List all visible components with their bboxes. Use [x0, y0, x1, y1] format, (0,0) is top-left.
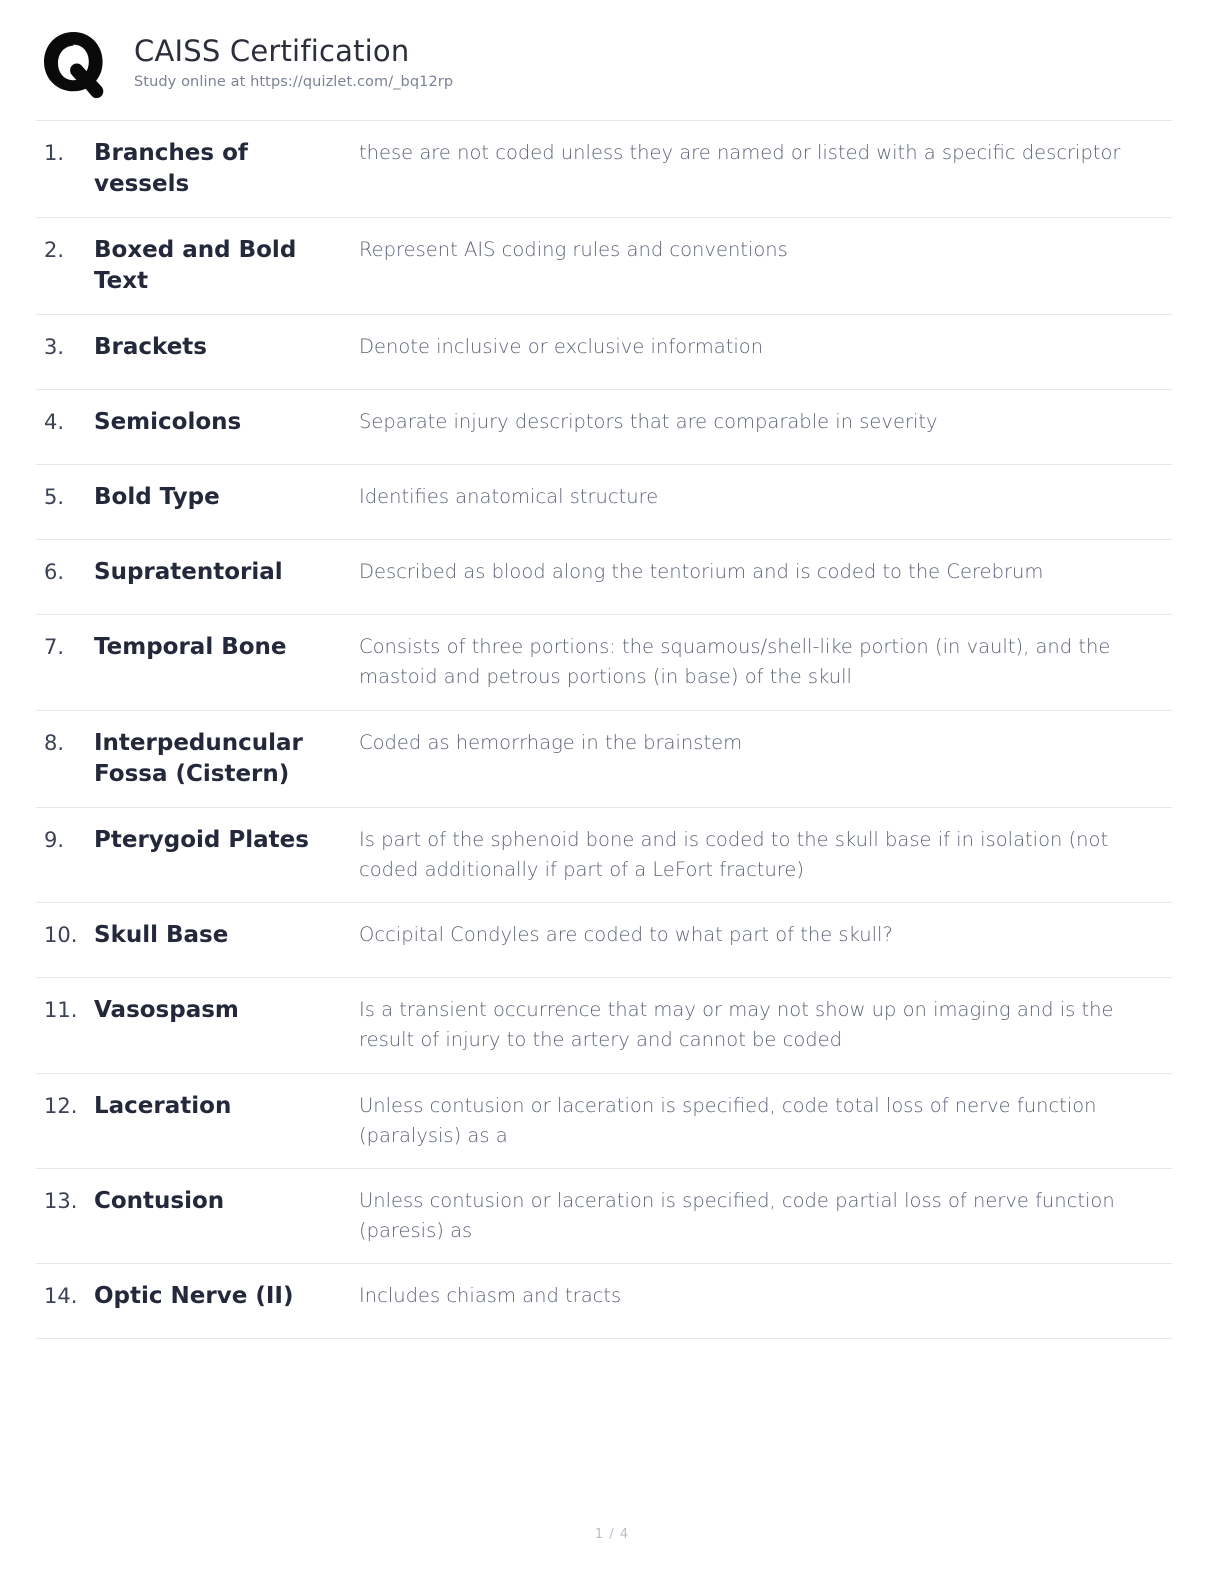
card-definition: Includes chiasm and tracts [359, 1284, 622, 1308]
card-term: Laceration [94, 1092, 232, 1119]
card-definition: Is part of the sphenoid bone and is coded to the skull base if in isolation (not coded additionally if part of a LeFort fracture) [359, 827, 1109, 881]
card-number: 1. [44, 141, 65, 165]
card-term: Boxed and Bold Text [94, 237, 297, 295]
page-title: CAISS Certification [134, 34, 410, 68]
card-term: Interpeduncular Fossa (Cistern) [94, 729, 303, 787]
list-item [36, 121, 1172, 218]
card-number: 11. [44, 998, 78, 1023]
card-definition: Separate injury descriptors that are comparable in severity [359, 410, 938, 434]
card-definition: Coded as hemorrhage in the brainstem [359, 730, 743, 754]
card-term: Brackets [94, 334, 207, 361]
list-item [36, 808, 1172, 903]
document-header [36, 28, 1172, 106]
card-term: Semicolons [94, 409, 242, 436]
list-item [36, 1074, 1172, 1169]
study-link-subtitle: Study online at https://quizlet.com/_bq12rp [134, 73, 454, 90]
card-number: 8. [44, 730, 65, 755]
card-term: Optic Nerve (II) [94, 1283, 294, 1310]
card-term: Contusion [94, 1188, 225, 1215]
card-definition: Unless contusion or laceration is specified, code total loss of nerve function (paralysis) as a [359, 1093, 1097, 1147]
list-item [36, 615, 1172, 710]
list-item [36, 540, 1172, 615]
list-item [36, 315, 1172, 390]
card-term: Branches of vessels [94, 140, 248, 198]
card-number: 10. [44, 923, 78, 948]
header-text-block [134, 28, 453, 90]
card-number: 14. [44, 1284, 78, 1309]
card-definition: Consists of three portions: the squamous/shell-like portion (in vault), and the mastoid and petrous portions (in base) of the skull [359, 635, 1111, 689]
card-number: 12. [44, 1093, 78, 1118]
list-item [36, 1264, 1172, 1339]
card-number: 13. [44, 1189, 78, 1214]
card-term: Skull Base [94, 922, 229, 949]
card-term: Temporal Bone [94, 634, 287, 661]
card-definition: Described as blood along the tentorium and is coded to the Cerebrum [359, 560, 1044, 584]
card-number: 3. [44, 335, 65, 360]
list-item [36, 1169, 1172, 1264]
card-definition: Denote inclusive or exclusive information [359, 335, 764, 359]
card-number: 5. [44, 485, 65, 510]
card-definition: Unless contusion or laceration is specified, code partial loss of nerve function (paresis) as [359, 1189, 1115, 1243]
card-number: 7. [44, 635, 65, 660]
card-number: 4. [44, 410, 65, 435]
card-number: 9. [44, 827, 65, 852]
flashcard-list [36, 120, 1172, 1339]
card-definition: Represent AIS coding rules and conventions [359, 238, 788, 262]
card-definition: Is a transient occurrence that may or may not show up on imaging and is the result of injury to the artery and cannot be coded [359, 998, 1114, 1052]
list-item [36, 465, 1172, 540]
card-number: 2. [44, 238, 65, 263]
card-number: 6. [44, 560, 65, 585]
list-item [36, 711, 1172, 808]
card-term: Vasospasm [94, 997, 239, 1024]
card-term: Pterygoid Plates [94, 826, 309, 853]
card-definition: Occipital Condyles are coded to what part of the skull? [359, 923, 893, 947]
list-item [36, 218, 1172, 315]
page-number-footer: 1 / 4 [594, 1527, 630, 1542]
list-item [36, 390, 1172, 465]
list-item [36, 903, 1172, 978]
list-item [36, 978, 1172, 1073]
quizlet-q-logo-icon [40, 30, 116, 106]
card-definition: these are not coded unless they are named or listed with a specific descriptor [359, 141, 1121, 164]
card-term: Bold Type [94, 484, 220, 511]
card-definition: Identifies anatomical structure [359, 485, 659, 509]
card-term: Supratentorial [94, 559, 283, 586]
